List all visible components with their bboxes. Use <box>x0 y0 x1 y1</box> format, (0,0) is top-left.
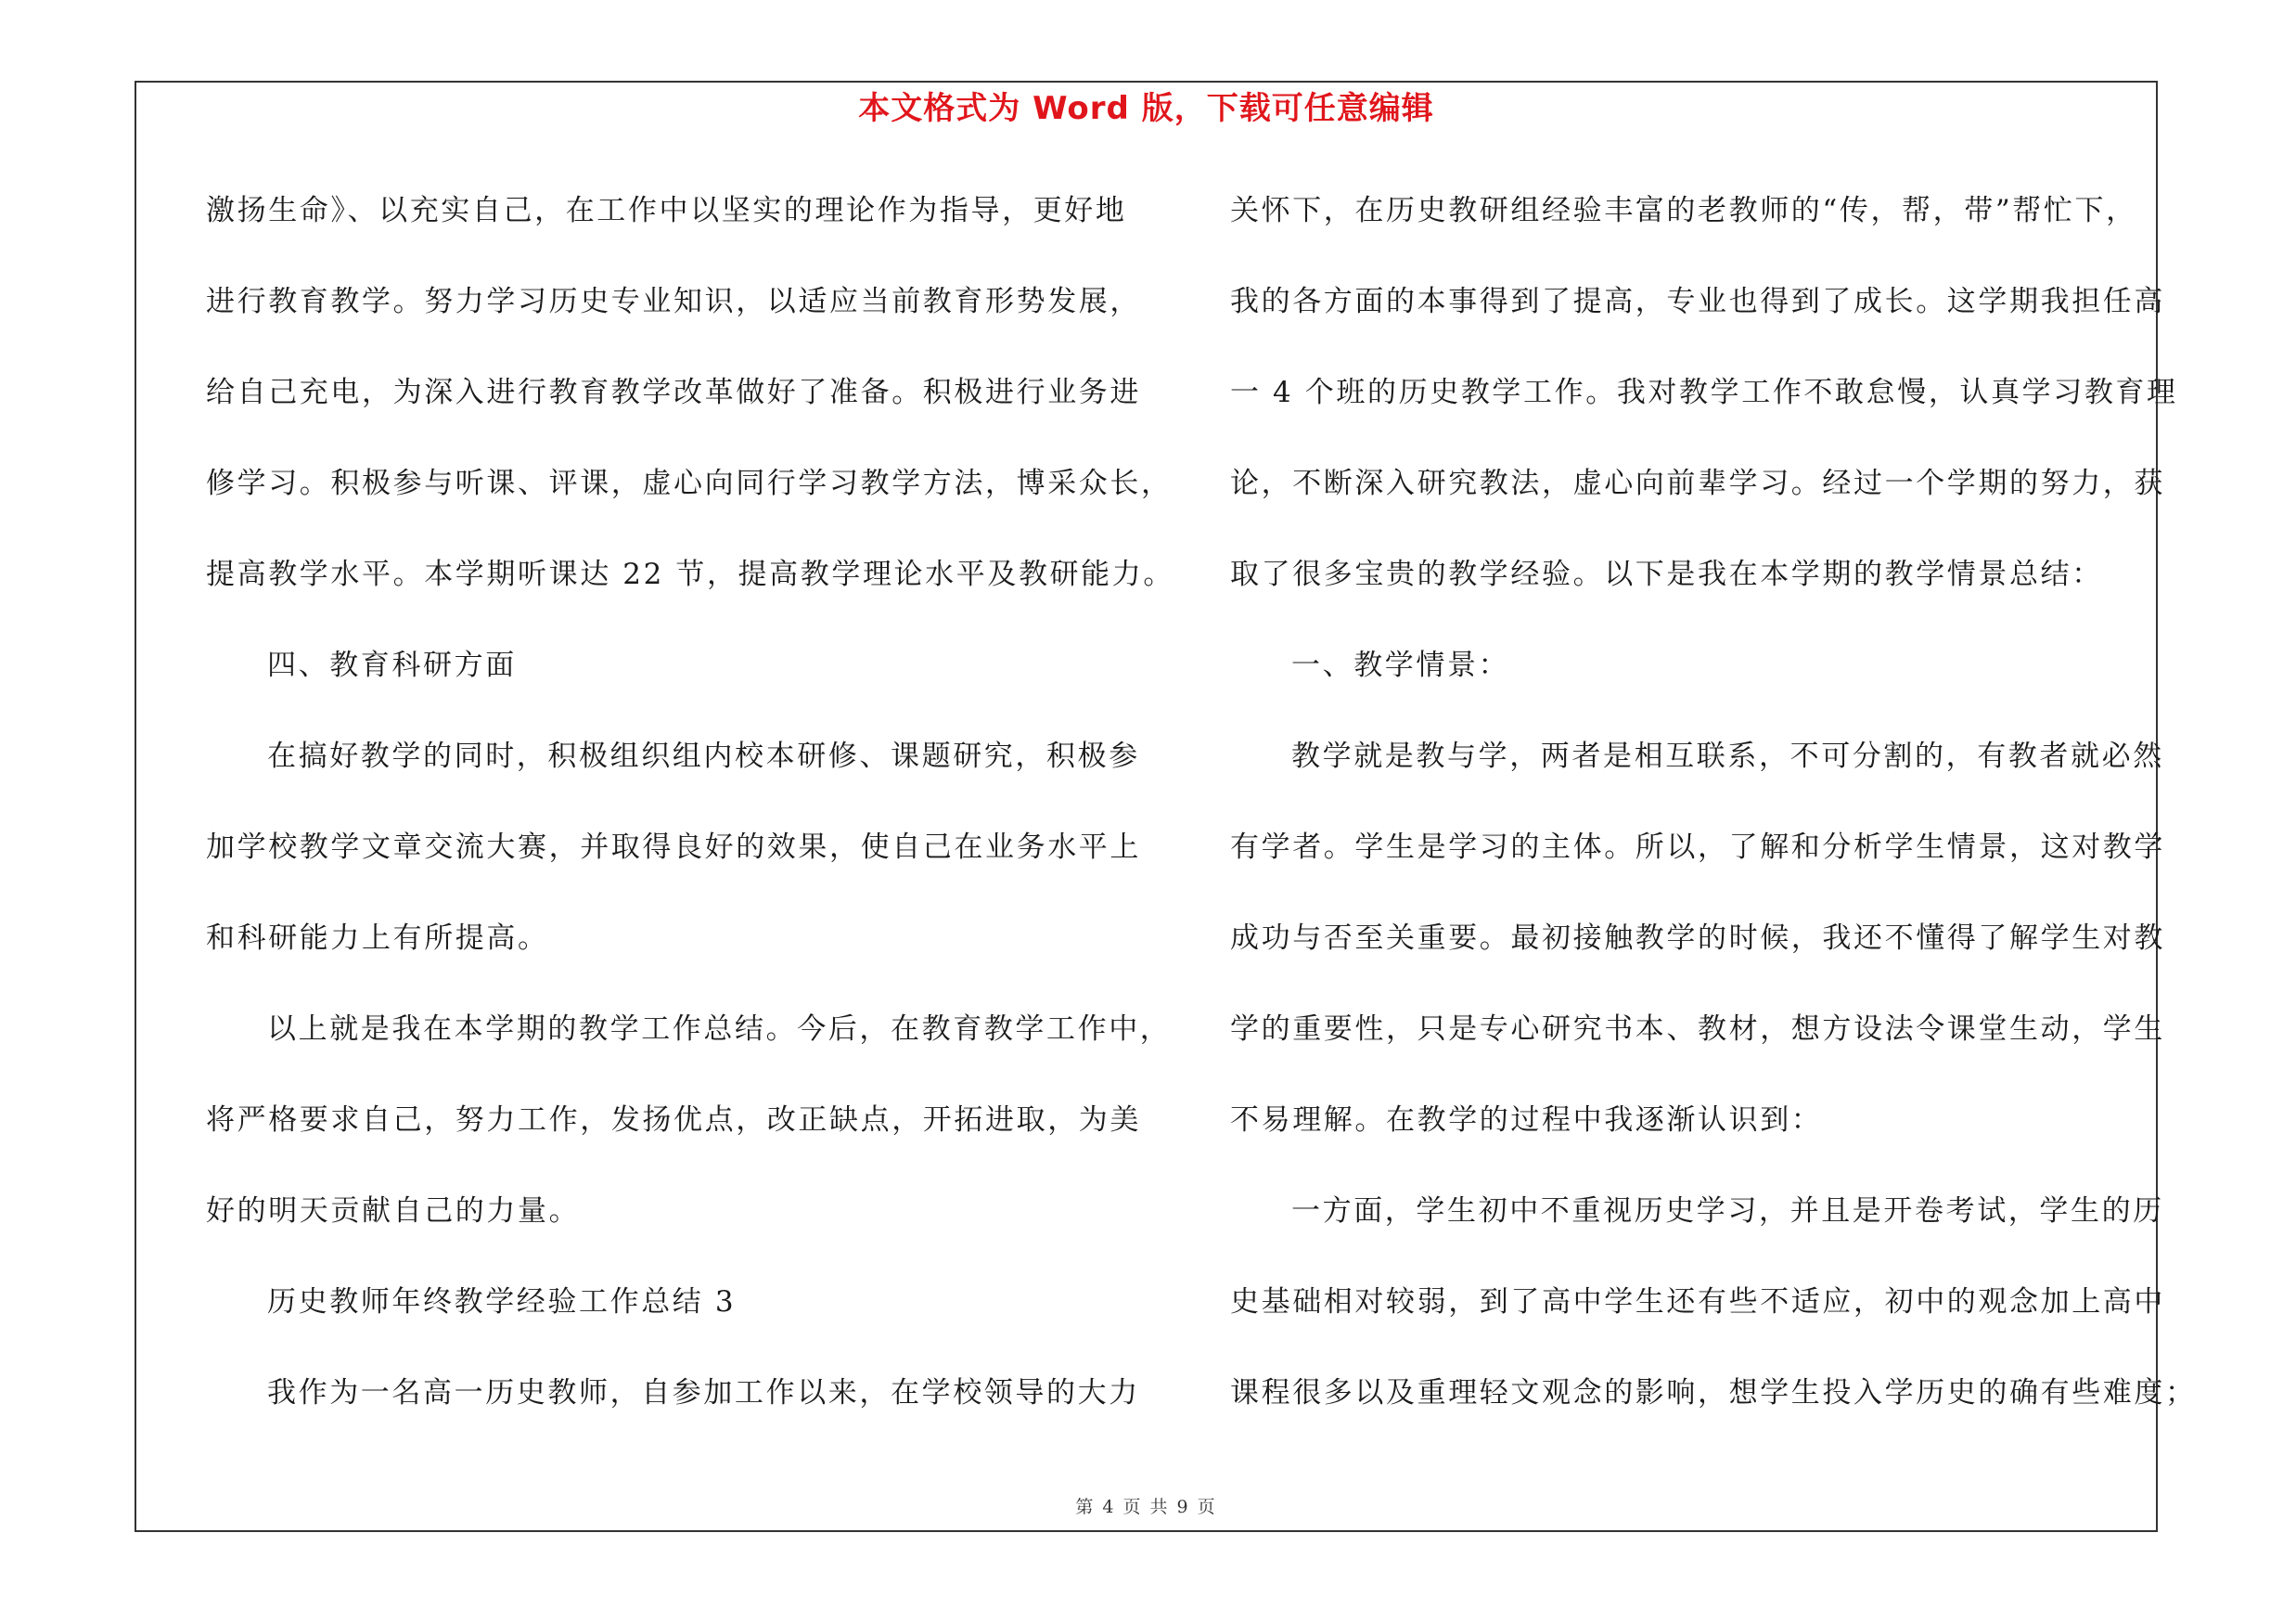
paragraph-line: 课程很多以及重理轻文观念的影响，想学生投入学历史的确有些难度； <box>1230 1376 2197 1410</box>
page-number-footer: 第 4 页 共 9 页 <box>1075 1497 1217 1517</box>
paragraph-line: 激扬生命》、以充实自己，在工作中以坚实的理论作为指导，更好地 <box>206 194 1127 227</box>
paragraph-line: 史基础相对较弱，到了高中学生还有些不适应，初中的观念加上高中 <box>1230 1285 2165 1319</box>
article-title: 历史教师年终教学经验工作总结 3 <box>267 1285 737 1319</box>
paragraph-line: 学的重要性，只是专心研究书本、教材，想方设法令课堂生动，学生 <box>1230 1012 2165 1046</box>
paragraph-line: 我的各方面的本事得到了提高，专业也得到了成长。这学期我担任高 <box>1230 285 2165 318</box>
paragraph-line: 给自己充电，为深入进行教育教学改革做好了准备。积极进行业务进 <box>206 376 1141 409</box>
paragraph-line: 加学校教学文章交流大赛，并取得良好的效果，使自己在业务水平上 <box>206 831 1141 864</box>
word-format-banner: 本文格式为 Word 版，下载可任意编辑 <box>858 90 1434 127</box>
paragraph-line: 不易理解。在教学的过程中我逐渐认识到： <box>1230 1103 1823 1137</box>
paragraph-line: 教学就是教与学，两者是相互联系，不可分割的，有教者就必然 <box>1291 740 2164 773</box>
paragraph-line: 修学习。积极参与听课、评课，虚心向同行学习教学方法，博采众长， <box>206 467 1173 500</box>
paragraph-line: 好的明天贡献自己的力量。 <box>206 1194 581 1228</box>
paragraph-line: 一 4 个班的历史教学工作。我对教学工作不敢怠慢，认真学习教育理 <box>1230 376 2178 409</box>
paragraph-line: 论，不断深入研究教法，虚心向前辈学习。经过一个学期的努力，获 <box>1230 467 2165 500</box>
paragraph-line: 将严格要求自己，努力工作，发扬优点，改正缺点，开拓进取，为美 <box>206 1103 1141 1137</box>
right-text-column <box>1230 183 2197 1456</box>
paragraph-line: 我作为一名高一历史教师，自参加工作以来，在学校领导的大力 <box>267 1376 1140 1410</box>
paragraph-line: 提高教学水平。本学期听课达 22 节，提高教学理论水平及教研能力。 <box>206 558 1174 591</box>
left-text-column <box>206 183 1174 1456</box>
section-heading: 一、教学情景： <box>1291 649 1510 682</box>
paragraph-line: 和科研能力上有所提高。 <box>206 921 549 955</box>
paragraph-line: 有学者。学生是学习的主体。所以，了解和分析学生情景，这对教学 <box>1230 831 2165 864</box>
paragraph-line: 关怀下，在历史教研组经验丰富的老教师的“传，帮，带”帮忙下， <box>1230 194 2137 227</box>
paragraph-line: 以上就是我在本学期的教学工作总结。今后，在教育教学工作中， <box>267 1012 1172 1046</box>
paragraph-line: 一方面，学生初中不重视历史学习，并且是开卷考试，学生的历 <box>1291 1194 2164 1228</box>
section-heading: 四、教育科研方面 <box>267 649 517 682</box>
paragraph-line: 成功与否至关重要。最初接触教学的时候，我还不懂得了解学生对教 <box>1230 921 2165 955</box>
paragraph-line: 在搞好教学的同时，积极组织组内校本研修、课题研究，积极参 <box>267 740 1140 773</box>
paragraph-line: 进行教育教学。努力学习历史专业知识，以适应当前教育形势发展， <box>206 285 1141 318</box>
paragraph-line: 取了很多宝贵的教学经验。以下是我在本学期的教学情景总结： <box>1230 558 2103 591</box>
